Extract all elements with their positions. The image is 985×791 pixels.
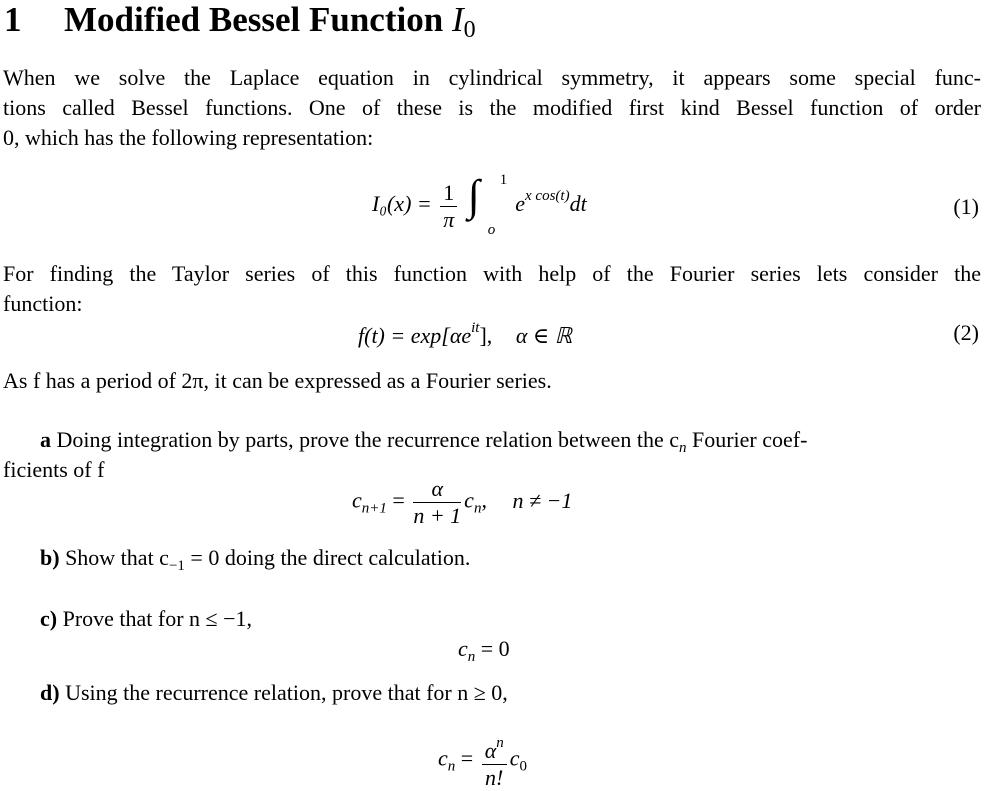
eq2-condition: α ∈ ℝ (515, 323, 573, 348)
part-c (40, 604, 252, 634)
part-d-c0-sub: 0 (519, 758, 528, 775)
recur-comma: , (481, 487, 487, 513)
intro-line-2: tions called Bessel functions. One of these is the modified first kind Bessel function of order (3, 95, 981, 120)
part-a (40, 425, 807, 463)
eq1-number: (1) (953, 194, 979, 219)
part-a-label: a (40, 427, 51, 452)
part-d-alpha-sup: n (496, 735, 504, 751)
part-a-line1-sub: n (678, 440, 687, 456)
eq2-number: (2) (953, 320, 979, 345)
part-d-frac-num (482, 730, 507, 765)
part-a-line1: Doing integration by parts, prove the recurrence relation between the c (56, 427, 679, 452)
part-b-text-post: = 0 doing the direct calculation. (184, 545, 471, 570)
eq1-integral (466, 171, 510, 238)
taylor-line-2: function: (3, 291, 83, 316)
part-d-text: Using the recurrence relation, prove that for n ≥ 0, (65, 680, 508, 705)
eq2-sup: it (471, 320, 480, 336)
recur-c-sub: n (473, 500, 482, 517)
part-b-sub: −1 (168, 558, 185, 574)
recur-condition: n ≠ −1 (512, 487, 573, 513)
part-b-label: b) (40, 545, 60, 570)
part-d-sub: n (447, 758, 456, 775)
part-d-c0: c (509, 745, 520, 771)
section-title-text: Modified Bessel Function (64, 0, 444, 39)
taylor-line-1: For finding the Taylor series of this function with help of the Fourier series lets consider the (3, 261, 981, 286)
integral-lower: o (487, 222, 496, 238)
recur-lhs-sub: n+1 (361, 500, 387, 517)
part-d-frac-den: n! (485, 765, 504, 790)
period-sentence (3, 366, 552, 396)
part-a-line1-end: Fourier coef- (691, 427, 808, 452)
part-d-label: d) (40, 680, 60, 705)
part-c-c: c (458, 636, 468, 661)
eq1-base: e (515, 191, 526, 217)
recur-frac-den: n + 1 (413, 503, 462, 528)
part-d-fraction (482, 730, 507, 791)
intro-paragraph (3, 63, 981, 153)
recur-frac-num: α (413, 476, 461, 503)
part-a-line2-row (3, 455, 104, 485)
eq1-lhs: I₀(x) = (372, 191, 432, 217)
eq1-fraction (440, 180, 457, 233)
section-title (64, 0, 476, 44)
section-number: 1 (4, 0, 22, 39)
integral-sign: ∫ (467, 171, 480, 220)
part-c-equation (458, 636, 510, 666)
part-b (40, 543, 470, 581)
eq1-exponent: x cos(t) (525, 188, 570, 205)
recur-eq: = (392, 487, 405, 513)
eq2-lhs: f(t) = exp[αe (358, 323, 472, 348)
recur-fraction (413, 476, 461, 529)
eq2-rhs: ], (479, 323, 493, 348)
taylor-paragraph (3, 259, 981, 319)
intro-line-3: 0, which has the following representation: (3, 125, 374, 150)
part-c-text: Prove that for n ≤ −1, (62, 606, 253, 631)
period-text: As f has a period of 2π, it can be expressed as a Fourier series. (3, 368, 552, 393)
section-symbol-sub: 0 (463, 17, 476, 43)
part-d-c: c (438, 745, 448, 771)
part-d-alpha: α (484, 738, 497, 763)
eq1-frac-num: 1 (440, 180, 457, 207)
part-a-line2: ficients of f (3, 457, 105, 482)
eq1-frac-den: π (443, 206, 455, 232)
integral-upper: 1 (499, 172, 508, 188)
part-b-text-pre: Show that c (65, 545, 169, 570)
recur-c: c (464, 487, 474, 513)
recurrence-equation (352, 476, 572, 529)
equation-2 (358, 320, 572, 349)
recur-lhs: c (352, 487, 362, 513)
intro-line-1: When we solve the Laplace equation in cylindrical symmetry, it appears some special func- (3, 65, 981, 90)
equation-1 (372, 171, 587, 238)
section-symbol: I (451, 0, 464, 39)
part-d-equation (438, 730, 527, 791)
part-d (40, 678, 508, 708)
part-d-eq: = (460, 745, 474, 771)
eq1-dt: dt (569, 191, 587, 217)
part-c-rhs: = 0 (475, 636, 510, 661)
part-c-label: c) (40, 606, 58, 631)
part-c-sub: n (467, 649, 476, 665)
